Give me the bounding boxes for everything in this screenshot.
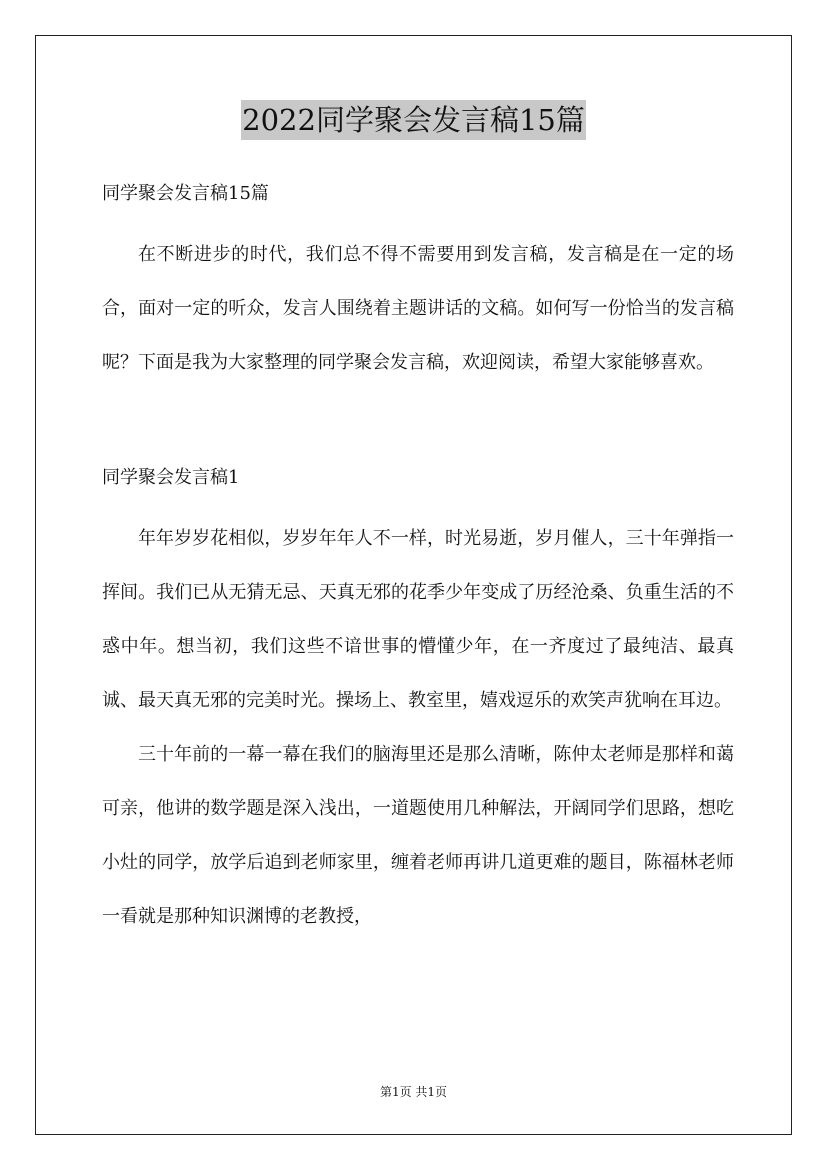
intro-paragraph: 在不断进步的时代，我们总不得不需要用到发言稿，发言稿是在一定的场合，面对一定的听众，发言人围绕着主题讲话的文稿。如何写一份恰当的发言稿呢？下面是我为大家整理的同学聚会发言稿，欢迎阅读，希望大家能够喜欢。 <box>102 244 734 373</box>
section-paragraph-1: 年年岁岁花相似，岁岁年年人不一样，时光易逝，岁月催人，三十年弹指一挥间。我们已从无猜无忌、天真无邪的花季少年变成了历经沧桑、负重生活的不惑中年。想当初，我们这些不谙世事的懵懂少年，在一齐度过了最纯洁、最真诚、最天真无邪的完美时光。操场上、教室里，嬉戏逗乐的欢笑声犹响在耳边。 <box>102 528 734 711</box>
page-footer: 第1页 共1页 <box>379 1085 448 1099</box>
section-paragraph-2: 三十年前的一幕一幕在我们的脑海里还是那么清晰，陈仲太老师是那样和蔼可亲，他讲的数学题是深入浅出，一道题使用几种解法，开阔同学们思路，想吃小灶的同学，放学后追到老师家里，缠着老师再讲几道更难的题目，陈福林老师一看就是那种知识渊博的老教授， <box>102 744 734 927</box>
document-title: 2022同学聚会发言稿15篇 <box>241 100 586 140</box>
spacer <box>102 212 734 228</box>
spacer <box>102 496 734 512</box>
section-heading: 同学聚会发言稿1 <box>102 467 240 488</box>
spacer <box>102 390 734 460</box>
document-body <box>102 176 734 944</box>
title-container <box>0 100 827 140</box>
document-subtitle: 同学聚会发言稿15篇 <box>102 183 269 204</box>
